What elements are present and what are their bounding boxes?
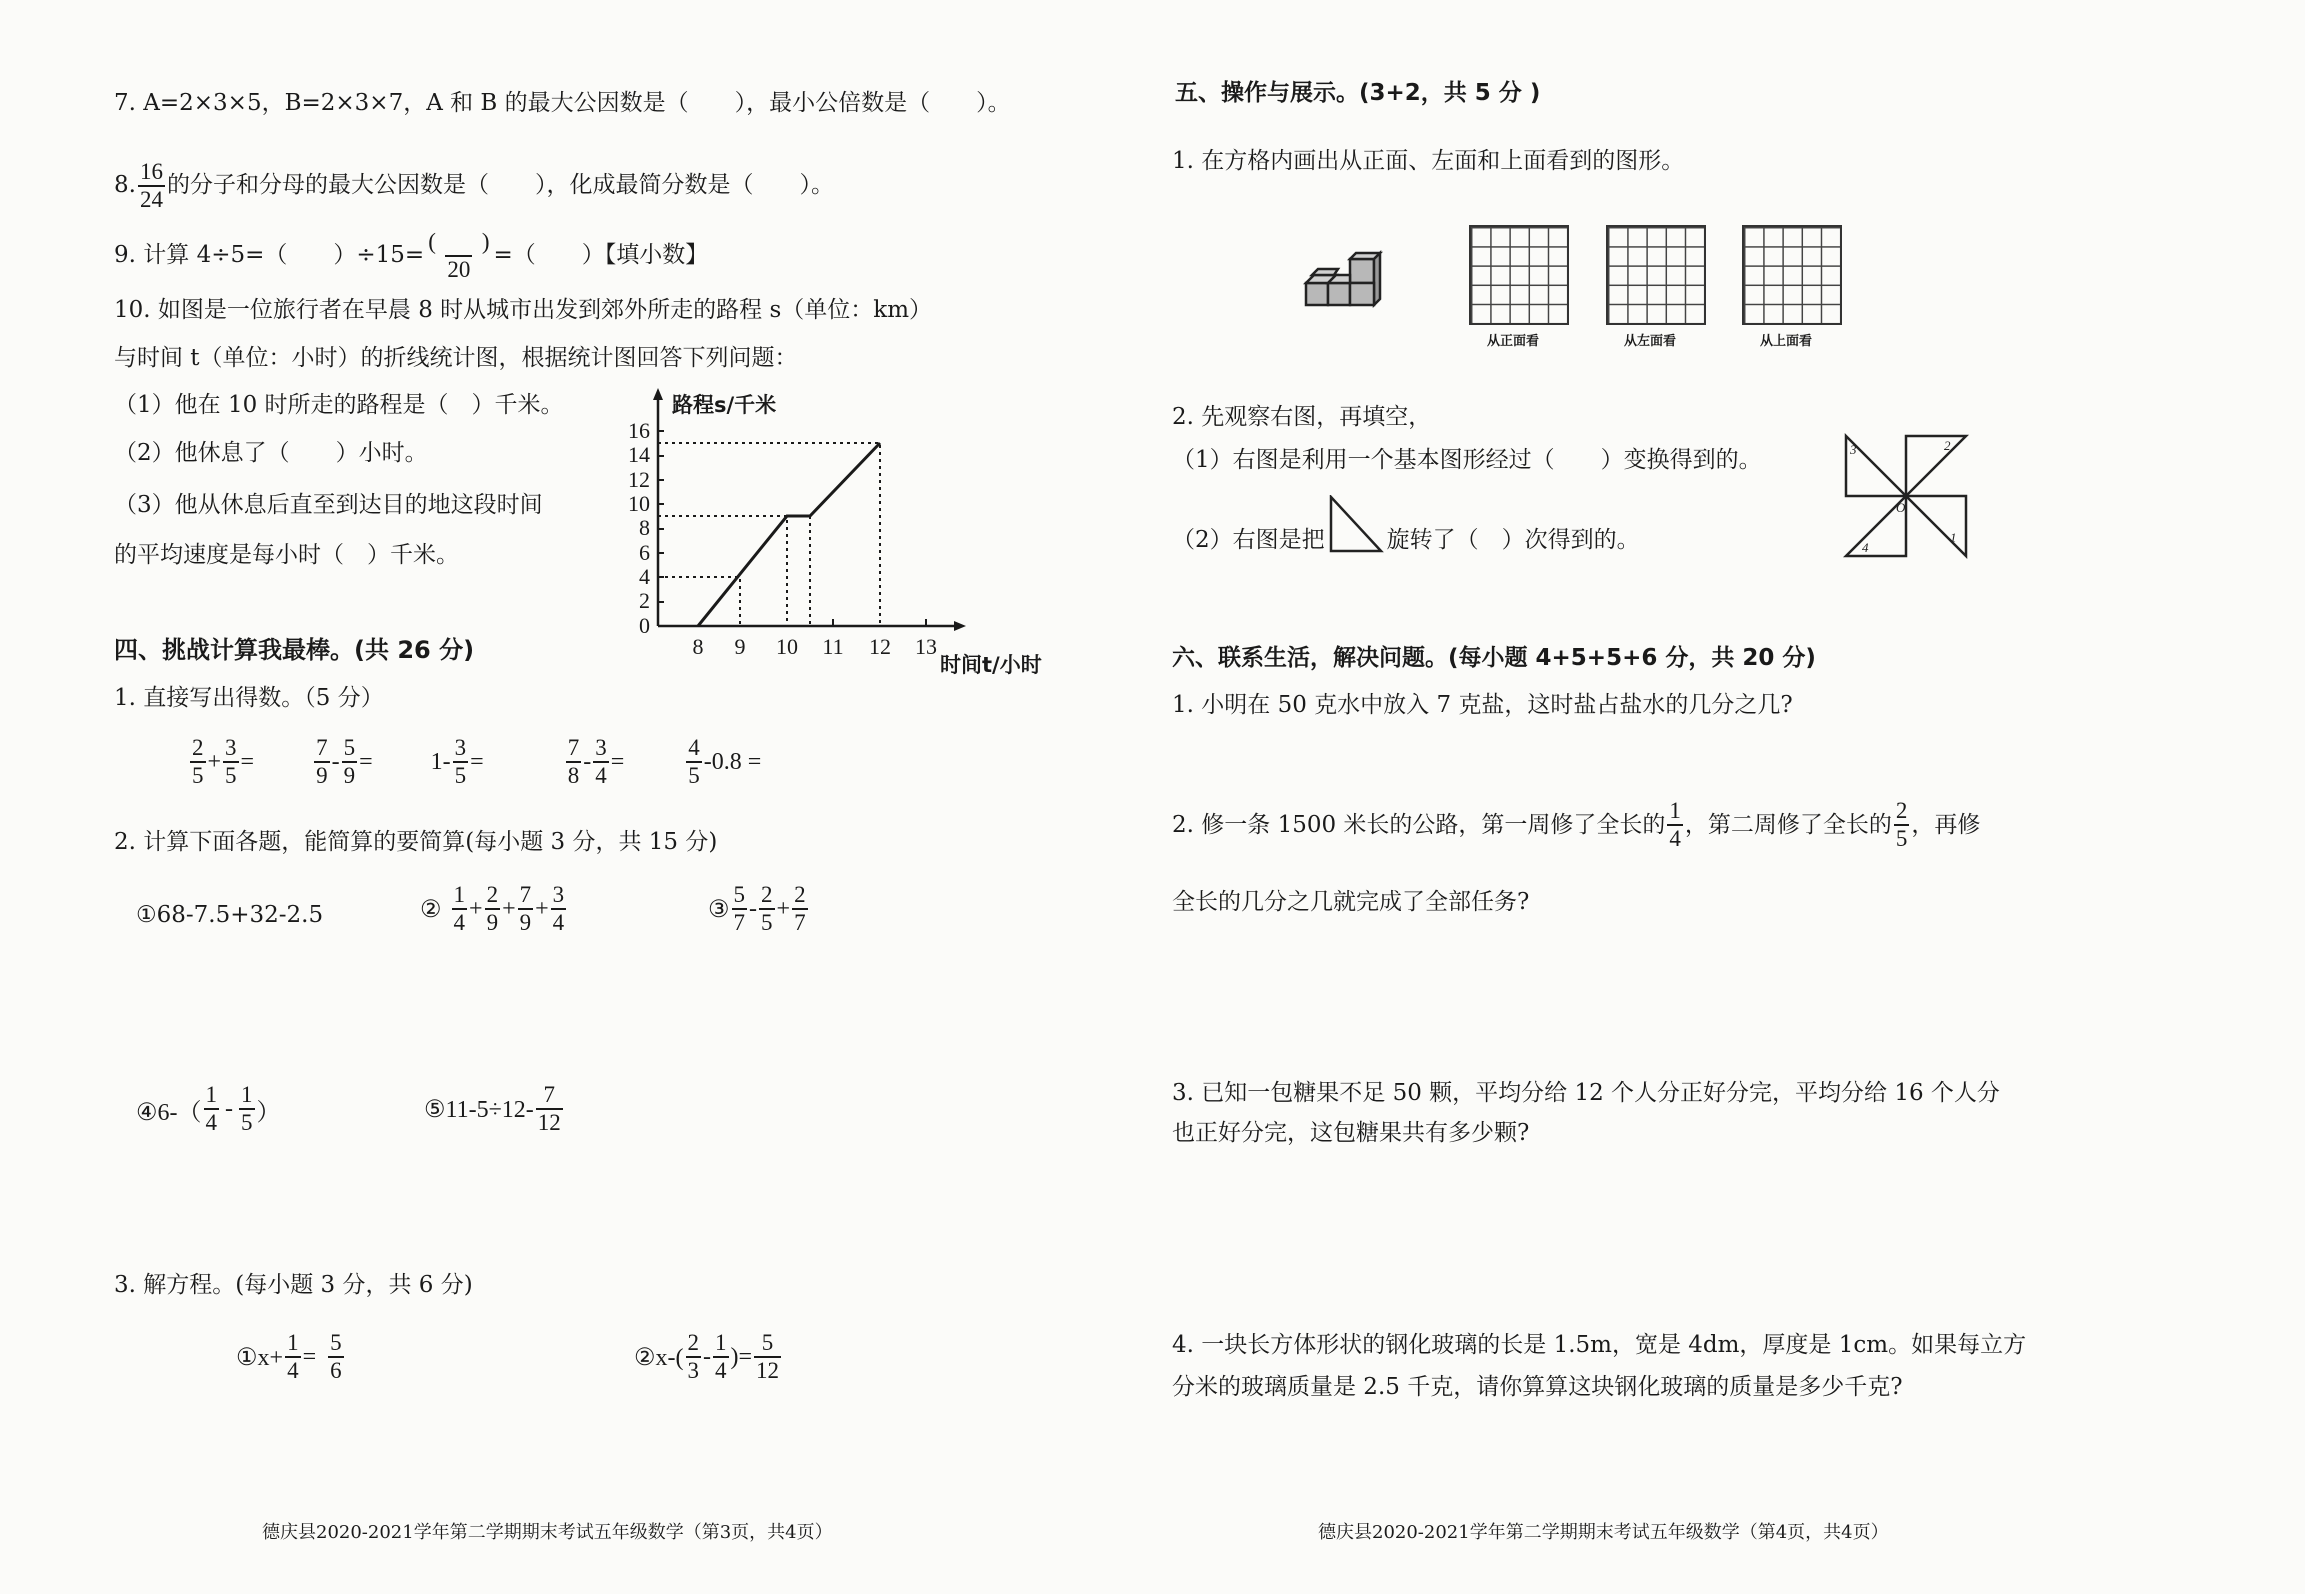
svg-text:2: 2 [1944,438,1951,453]
section-4-title: 四、挑战计算我最棒。(共 26 分) [114,636,475,664]
calc-item-3: 1- $\frac{3}{5}$ = [430,735,484,788]
svg-text:1: 1 [1950,530,1957,545]
svg-text:11: 11 [822,634,844,659]
svg-text:10: 10 [776,634,798,659]
calc-item-5: $\frac{4}{5}$ -0.8 = [688,735,762,788]
calc-item-2: $\frac{7}{9}$ - $\frac{5}{9}$ = [316,735,373,788]
calc-problem-4: ④6-（ $\frac{1}{4}$ - $\frac{1}{5}$ ） [136,1082,281,1135]
svg-text:2: 2 [639,588,650,613]
section-6-q1: 1. 小明在 50 克水中放入 7 克盐，这时盐占盐水的几分之几? [1172,692,1793,718]
fraction-blank-20: $\frac{( )}{20}$ [428,229,490,282]
svg-text:12: 12 [869,634,891,659]
question-10-sub3b: 的平均速度是每小时（ ）千米。 [114,542,459,568]
svg-text:3: 3 [1850,442,1857,457]
svg-text:9: 9 [734,634,746,659]
calc-problem-1: ①68-7.5+32-2.5 [136,902,324,928]
svg-text:时间t/小时: 时间t/小时 [940,653,1042,677]
right-triangle-icon [1327,495,1385,555]
line-chart-svg [600,380,1080,680]
quick-calc-row [188,732,761,792]
svg-text:12: 12 [628,467,650,492]
top-view-grid[interactable] [1742,225,1842,325]
calc-problem-3: ③ $\frac{5}{7}$ - $\frac{2}{5}$ + $\frac{2}{7}$ [708,882,806,935]
pinwheel-figure [1840,430,1974,564]
calc-problem-5: ⑤11-5÷12- $\frac{7}{12}$ [424,1082,561,1135]
section-6-q2-line2: 全长的几分之几就完成了全部任务? [1172,889,1530,915]
left-view-grid[interactable] [1606,225,1706,325]
question-7: 7. A=2×3×5，B=2×3×7，A 和 B 的最大公因数是（ ），最小公倍数是（ ）。 [114,90,1011,116]
question-10-sub1: （1）他在 10 时所走的路程是（ ）千米。 [114,392,564,418]
top-view-label: 从上面看 [1760,334,1813,349]
question-10-sub3a: （3）他从休息后直至到达目的地这段时间 [114,492,543,518]
pinwheel-icon [1840,430,1974,564]
svg-text:8: 8 [639,515,650,540]
svg-text:14: 14 [628,442,650,467]
section-5-q2-sub2: （2）右图是把 旋转了（ ）次得到的。 [1172,495,1640,555]
cube-stack-figure [1300,245,1400,325]
svg-text:13: 13 [915,634,937,659]
front-view-label: 从正面看 [1487,334,1540,349]
cubes-icon [1300,245,1400,325]
distance-line [698,443,880,626]
left-page-footer: 德庆县2020-2021学年第二学期期末考试五年级数学（第3页，共4页） [262,1522,833,1543]
section-6-q4-line1: 4. 一块长方体形状的钢化玻璃的长是 1.5m，宽是 4dm，厚度是 1cm。如果每立方 [1172,1332,2027,1358]
question-10-sub2: （2）他休息了（ ）小时。 [114,440,428,466]
calc-problem-2: ② $\frac{1}{4}$ + $\frac{2}{9}$ + $\frac{7}{9}$ + $\frac{3}{4}$ [420,882,565,935]
section-5-q2-title: 2. 先观察右图，再填空， [1172,404,1432,430]
distance-time-chart [600,380,1080,680]
section-5-q2-sub1: （1）右图是利用一个基本图形经过（ ）变换得到的。 [1172,447,1762,473]
question-10-line1: 10. 如图是一位旅行者在早晨 8 时从城市出发到郊外所走的路程 s（单位：km） [114,297,933,323]
question-9: 9. 计算 4÷5=（ ）÷15= $\frac{( )}{20}$ =（ ）【填小数】 [114,229,709,282]
section-6-title: 六、联系生活，解决问题。(每小题 4+5+5+6 分，共 20 分) [1172,645,1816,671]
section-5-title: 五、操作与展示。(3+2，共 5 分 ) [1175,80,1541,106]
section-6-q3-line1: 3. 已知一包糖果不足 50 颗，平均分给 12 个人分正好分完，平均分给 16 个人分 [1172,1080,2000,1106]
section-4-q3-title: 3. 解方程。(每小题 3 分，共 6 分) [114,1272,473,1298]
section-6-q4-line2: 分米的玻璃质量是 2.5 千克，请你算算这块钢化玻璃的质量是多少千克? [1172,1374,1903,1400]
svg-text:10: 10 [628,491,650,516]
left-view-label: 从左面看 [1624,334,1677,349]
svg-text:0: 0 [639,613,650,638]
section-4-q2-title: 2. 计算下面各题，能简算的要简算(每小题 3 分，共 15 分) [114,829,718,855]
calc-item-4: $\frac{7}{8}$ - $\frac{3}{4}$ = [567,735,625,788]
svg-text:8: 8 [692,634,704,659]
calc-item-1: $\frac{2}{5}$ + $\frac{3}{5}$ = [192,735,255,788]
equation-2: ②x-( $\frac{2}{3}$ - $\frac{1}{4}$ )= $\frac{5}{12}$ [634,1330,780,1383]
fraction-16-24: $\frac{16}{24}$ [139,159,163,212]
svg-text:6: 6 [639,540,650,565]
svg-text:4: 4 [1862,540,1869,555]
section-5-q1: 1. 在方格内画出从正面、左面和上面看到的图形。 [1172,148,1685,174]
svg-text:16: 16 [628,418,650,443]
svg-text:O: O [1896,500,1906,515]
equation-1: ①x+ $\frac{1}{4}$ = $\frac{5}{6}$ [236,1330,342,1383]
svg-text:路程s/千米: 路程s/千米 [672,393,777,417]
section-4-q1-title: 1. 直接写出得数。（5 分） [114,685,384,711]
question-10-line2: 与时间 t（单位：小时）的折线统计图，根据统计图回答下列问题： [114,345,798,371]
section-6-q3-line2: 也正好分完，这包糖果共有多少颗? [1172,1120,1530,1146]
front-view-grid[interactable] [1469,225,1569,325]
svg-text:4: 4 [639,564,650,589]
right-page-footer: 德庆县2020-2021学年第二学期期末考试五年级数学（第4页，共4页） [1318,1522,1889,1543]
section-6-q2-line1: 2. 修一条 1500 米长的公路，第一周修了全长的 $\frac{1}{4}$ ，第二周修了全长的 $\frac{2}{5}$ ，再修 [1172,798,1981,851]
question-8: 8. $\frac{16}{24}$ 的分子和分母的最大公因数是（ ），化成最简分数是（ ）。 [114,159,834,212]
